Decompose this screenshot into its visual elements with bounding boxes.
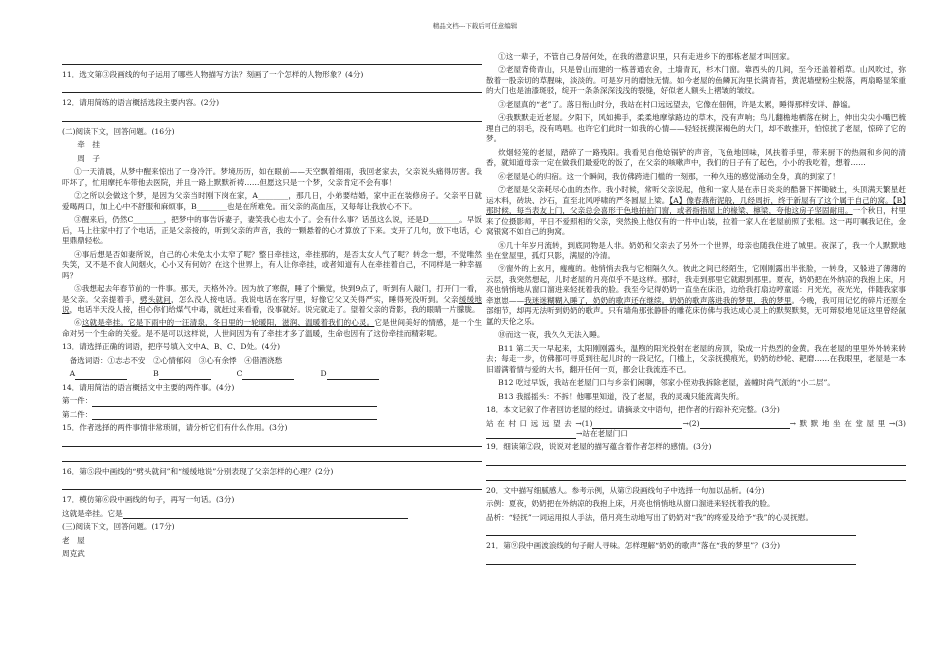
question-14: 14．请用简洁的语言概括文中主要的两件事。(4分) [62,382,235,392]
left-column [62,52,482,562]
q18-blank-2[interactable] [700,420,790,429]
blank-a-label: A [69,369,76,379]
q18-label-3: (3) [895,418,906,428]
section-2-title: (二)阅读下文，回答问题。(16分) [62,126,175,136]
answer-line[interactable] [486,456,906,466]
p5-text-a: ⑤我想起去年春节前的一件事。那天，天格外冷。因为放了寒假，睡了个懒觉，快到9点了，听到有人敲门，打开门一看，是父亲。父亲提着手， [62,284,482,304]
q18-text-b: →默默地坐在堂屋里→ [789,418,896,428]
r-paragraph-13: B13 我摇摇头：不拆！他哪里知道，没了老屋，我的灵魂只能流离失所。 [498,391,744,401]
paragraph-5 [62,284,482,315]
q14-item-1 [62,396,482,406]
q14-answer-1[interactable] [92,398,377,407]
story2-title: 老 屋 [62,535,85,545]
r-paragraph-4: ④我默默走近老屋。夕阳下，风如拂手，柔柔地摩挲路边的草木，没有声响；鸟儿翻檐地栖落在树上，伸出尖尖小嘴巴梳理自己的羽毛，没有鸣唱。也许它们此时一如我的心情——轻轻抚摸深褐色的大门，却不敢推开，怕惊扰了老屋，惊碎了它的梦。 [486,113,906,144]
question-17: 17．模仿第⑥段中画线的句子，再写一句话。(3分) [62,495,235,505]
answer-line[interactable] [486,471,906,481]
answer-line[interactable] [486,526,856,536]
story-title: 牵 挂 [77,140,100,150]
q18-blank-3[interactable] [486,430,576,439]
page-header: 精品文档---下载后可任意编辑 [432,22,518,30]
question-13: 13．请选择正确的词语，把序号填入文中A、B、C、D处。(4分) [62,342,281,352]
r-paragraph-3: ③老屋真的“老”了。落日衔山时分，我站在村口远远望去，它像在佃佣，许是太累，睡得那样安详、静谧。 [498,99,856,109]
paragraph-1: ①一天清晨，从梦中醒来惊出了一身冷汗。梦境历历，如在眼前——天空飘着细雨，我回老家去，父亲说头痛得厉害。我吓坏了，忙用摩托车带他去医院，并且一路上默默祈祷……但愿这只是一个梦，父亲肯定不会有事！ [62,167,482,187]
answer-line[interactable] [62,437,482,447]
q18-chain: 站在村口远远望去→(1) →(2) →默默地坐在堂屋里→(3)→站在老屋门口 [486,418,906,438]
r7-underline-b: 【B】那时候，每当表友上门，父亲总会喜形于色地拍拍门窗，或者指指屋上的椽梁、檩梁，夸他这房子坚固耐用。 [486,195,907,216]
paragraph-6 [62,318,482,339]
question-15: 15．作者选择的两件事情非常琐屑，请分析它们有什么作用。(3分) [62,423,288,433]
p5-text-c: ，电话半天没人接，担心你们给煤气中毒，就赶过来看看，没事就好。说完就走了。望着父亲的背影，我的眼睛一片朦胧。 [69,304,480,314]
r-paragraph-1: ①这一辈子，不管自己身居何处，在我的潜意识里，只有走进乡下的那栋老屋才叫回家。 [498,52,795,61]
p5-text-b: ，怎么没人接电话。我说电话在客厅里，好像它父又关得严实，睡得死没听到。父亲 [170,294,459,304]
answer-line[interactable] [62,83,482,93]
r-paragraph-10: ⑩而这一夜，我久久无法入睡。 [498,330,605,340]
question-20: 20．文中描写细腻感人。参考示例，从第⑦段画线句子中选择一句加以品析。(4分) [486,485,765,495]
q14-item-2-label: 第二件： [62,409,93,419]
p5-underline-1: 劈头就问 [139,294,171,304]
question-21: 21．第⑨段中画波浪线的句子耐人寻味。怎样理解“奶奶的歌声”落在“我的梦里”？(3分) [486,541,781,551]
answer-line[interactable] [62,112,482,122]
q13-blanks [62,369,482,379]
p6-text-b: 它是世间美好的情感，是一个生命对另一个生命的关爱。是不是可以这样说，人世间因为有了牵挂才多了温暖，生命也因有了这份牵挂而精彩呢。 [62,318,483,338]
q13-options: 备选词语：①志忐不安 ②心情郁闷 ③心有余悸 ④借酒浇愁 [69,355,283,365]
p6-text-a: ⑥ [74,318,82,328]
r-paragraph-7 [486,185,906,237]
r-paragraph-5: 炊烟轻笼的老屋，踏碎了一路残阳。我看见自他炝锅铲的声音，飞鱼地回味，风扶着手里，带来厨下的热闹和乡间的清香，就知道母亲一定在做我们最爱吃的饭了，在父亲的咳嗽声中，我们的日子有了起色，小小的我吃着，想着…… [486,147,906,168]
q17-answer[interactable] [123,510,408,519]
paragraph-4: ④事后想是否如妻所说，自己的心未免太小太窄了呢？整日牵挂这，牵挂那的，是否太女人气了呢？转念一想，不觉唯然失笑，又不是不食人间烟火，心小又有何妨？在这个世界上，有人让你牵挂，或者知道有人在牵挂着自己，不同样是一种幸福吗？ [62,249,482,280]
section-3-title: (三)阅读下文，回答问题。(17分) [62,522,175,532]
q20-analysis: 品析：“轻抚”一词运用拟人手法，借月亮生动地写出了奶奶对“我”的疼爱及给予“我”的心灵抚慰。 [486,512,814,522]
q18-label-1: (1) [581,418,593,428]
blank-b-label: B [153,369,159,379]
answer-line[interactable] [62,55,482,65]
answer-line[interactable] [62,452,482,462]
q14-item-1-label: 第一件： [62,396,93,406]
r-paragraph-2: ②老屋背倚青山，只是曾山而建的一栋普通农舍，土墙青瓦，杉木门窗。靠西头的几间，至今还盖着稻草。山风吹过，弥散着一股亲切的草腥味，淡淡的。可是岁月的磨蚀无情。如今老屋的鱼鳞瓦沟里长满青苔，黄泥墙壁粉尘脱落，两扇略显笨重的大门也是油漆斑驳，绽开一条条深深浅浅的裂缝，好似老人额头上褶皱的皱纹。 [486,65,906,96]
r9-text-b: 。今晚，我可用记忆的碎片还原全部细节，却再无法听到奶奶的歌声。只有墙角那张静卧的雕花床仿佛与我达成心灵上的默契默契，无可辩驳地见证这里曾经氤氲的天伦之乐。 [486,295,907,326]
right-column [486,52,906,570]
question-16: 16．第⑤段中画线的“劈头就问”和“缓缓地说”分别表现了父亲怎样的心理？(2分) [62,466,334,476]
r7-underline-a: 【A】像春燕衔泥般，几经周折，终于新屋有了这个属于自己的窝。 [669,195,893,205]
question-11: 11．选文第③段画线的句子运用了哪些人物描写方法？刻画了一个怎样的人物形象？(4分) [62,70,364,79]
question-12: 12．请用简练的语言概括选段主要内容。(2分) [62,98,220,108]
q17-fill-text: 这就是牵挂。它是 [62,508,123,518]
r7-text-a: ⑦老屋是父亲耗尽心血的杰作。我小时候，常听父亲说起，他和一家人是在赤日炎炎的酷暑下挥锄破土，头顶满天繁星赶运木料，砖块、沙石，直至北风呼啸的严冬圆屋上梁。 [486,185,906,205]
blank-d-label: D [320,369,327,379]
r-paragraph-8: ⑧几十年岁月流转，到底同物是人非。奶奶和父亲去了另外一个世界，母亲也随我住进了城里。夜深了，我一个人默默地坐在堂屋里，孤灯只影，满屋的冷清。 [486,240,906,260]
q18-text-c: →站在老屋门口 [576,429,628,438]
r-paragraph-12: B12 吃过早饭，我站在老屋门口与乡亲们闲聊，邻家小侄劝我拆除老屋，盖幢时尚气派的“小二层”。 [498,378,835,388]
q20-example: 示例：夏夜，奶奶把在外纳凉的我抱上床，月亮也悄悄地从窗口溜进来轻抚着我的脸。 [486,499,775,509]
question-18: 18．本文记叙了作者回访老屋的经过。请摘录文中语句，把作者的行踪补充完整。(3分) [486,405,780,415]
blank-d[interactable] [327,371,379,380]
q18-blank-1[interactable] [592,420,682,429]
blank-a[interactable] [75,371,127,380]
r9-wavy-line: 我迷迷糊糊入睡了，奶奶的歌声还在继续。奶奶的歌声落进我的梦里，我的梦里 [524,295,792,305]
r9-text-a: ⑨窗外的上玄月，瘦瘦的。他悄悄去我与它相隔久久。彼此之间已经陌生，它刚刚露出半张脸，一转身，又躲进了薄薄的云层，我突然想起，儿时老屋的月亮似乎不是这样。那时，我走到那里它就跟到那里。夏夜，奶奶把在外纳凉的我抱上床，月亮也悄悄地从窗口溜进来轻抚着我的脸。我至今记得奶奶一直坐在床沿，边给我打扇边哼童谣：月光光，夜光光，伴随我家事牵崽崽—— [486,264,906,305]
blank-c-label: C [236,369,243,379]
question-19: 19．细读第②段，说说对老屋的描写蕴含着作者怎样的感情。(3分) [486,442,712,452]
answer-line[interactable] [486,555,856,565]
story-author: 周 子 [77,153,100,163]
q17-fill [62,509,482,519]
blank-c[interactable] [242,371,294,380]
r-paragraph-9 [486,264,906,327]
answer-line[interactable] [62,480,482,490]
blank-b[interactable] [159,371,211,380]
q18-text-a: 站在村口远远望去→ [486,418,582,428]
q14-answer-2[interactable] [92,411,377,420]
q14-item-2 [62,410,482,420]
r-paragraph-11: B11 第二天一早起来，太阳刚刚露头，温煦的阳光投射在老屋的房顶，染成一片热烈的金黄。我在老屋的里里外外转来转去；每走一步，仿佛都可寻觅到往起儿时的一段记忆，门槛上，父亲抚摸痕光，奶奶纺纱轮、耙磨……在我眼里，老屋是一本旧谱满着情与爱的大书，翻开任何一页，都会让我流连不已。 [486,343,906,374]
p6-underline: 这就是牵挂。它是下雨中的一汪清泉，冬日里的一轮暖阳，滋润、温暖着我们的心灵。 [81,318,375,328]
r7-text-b: 一个秋日，村里来了位摄影师，平日不爱照相的父亲，突然换上他仅有的一件中山装，拉着一家人在老屋前照了张相。这一再叮嘱我记住，金窝银窝不如自己的狗窝。 [486,206,906,237]
paragraph-2: ②之所以会做这个梦，是因为父亲当时刚下岗在家，A________，那几日，小弟要结婚，家中正在装修房子。父亲平日就爱喝两口，加上心中不舒服和麻烦事，B________也是在所难免。而父亲的高血压，又每每让我放心不下。 [62,191,482,211]
p5-underline-2: 缓缓地说 [62,294,482,314]
story2-author: 周克武 [62,549,85,558]
r-paragraph-6: ⑥老屋是心的归宿。这一个瞬间，我仿佛跨进门槛的一刻那，一种久违的感觉涌动全身，真的到家了！ [498,171,840,181]
q18-label-2: (2) [688,418,700,428]
paragraph-3: ③醒来后，仍然C________，把梦中的事告诉妻子，妻笑我心也太小了。会有什么事？话虽这么说，还是D________。早饭后，马上往家中打了个电话，正是父亲接的，听到父亲的声音，我的一颗悬着的心才算放了下来。支开了几句，放下电话，心里鼎鼎轻松。 [62,215,482,246]
